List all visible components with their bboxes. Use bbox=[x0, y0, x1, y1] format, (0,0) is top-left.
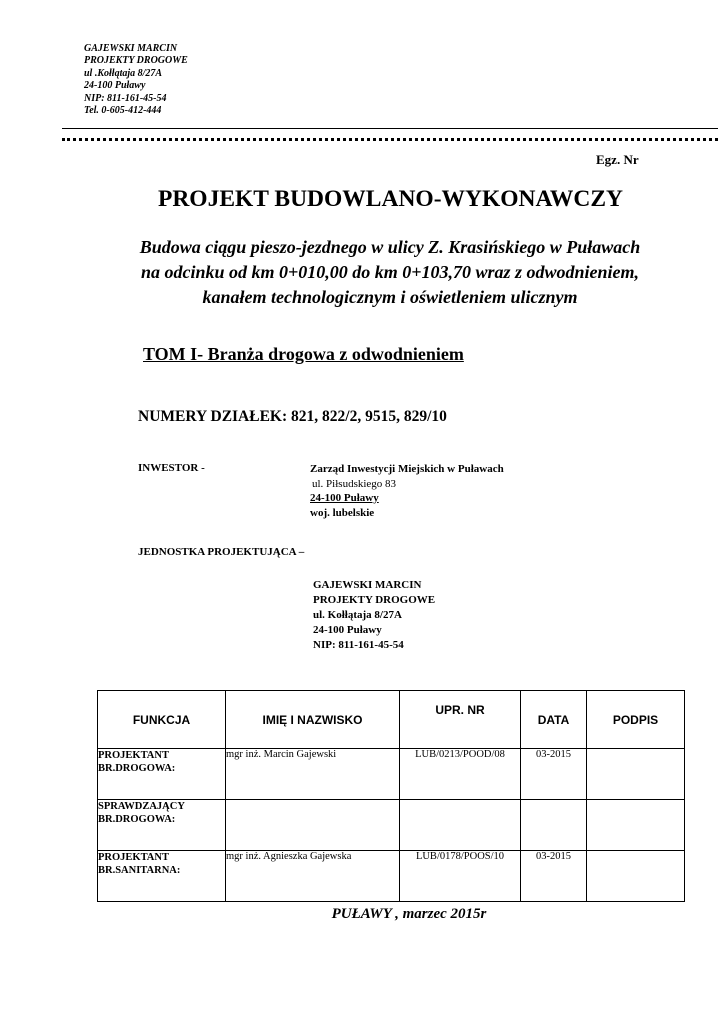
document-title: PROJEKT BUDOWLANO-WYKONAWCZY bbox=[157, 186, 624, 212]
row-person-name bbox=[226, 800, 400, 851]
row-license-number bbox=[400, 800, 521, 851]
header-podpis: PODPIS bbox=[587, 691, 685, 749]
investor-details bbox=[310, 462, 504, 520]
design-unit-line: NIP: 811-161-45-54 bbox=[313, 639, 404, 651]
copy-number-label: Egz. Nr bbox=[596, 152, 639, 167]
design-unit-line: 24-100 Puławy bbox=[313, 624, 382, 636]
header-funkcja: FUNKCJA bbox=[98, 691, 226, 749]
row-date: 03-2015 bbox=[521, 749, 587, 800]
header-line-phone: Tel. 0-605-412-444 bbox=[84, 105, 162, 117]
row-signature bbox=[587, 800, 685, 851]
row-function-line: PROJEKTANT bbox=[98, 852, 169, 863]
design-unit-line: PROJEKTY DROGOWE bbox=[313, 594, 436, 606]
project-description-line: Budowa ciągu pieszo-jezdnego w ulicy Z. Krasińskiego w Puławach bbox=[139, 237, 641, 257]
row-person-name: mgr inż. Agnieszka Gajewska bbox=[226, 851, 400, 902]
design-unit-line: ul. Kołłątaja 8/27A bbox=[313, 609, 402, 621]
header-imie-nazwisko: IMIĘ I NAZWISKO bbox=[226, 691, 400, 749]
header-line-nip: NIP: 811-161-45-54 bbox=[84, 92, 167, 104]
row-date bbox=[521, 800, 587, 851]
row-date: 03-2015 bbox=[521, 851, 587, 902]
investor-name: Zarząd Inwestycji Miejskich w Puławach bbox=[310, 463, 504, 475]
row-license-number: LUB/0178/POOS/10 bbox=[400, 851, 521, 902]
header-line-street: ul .Kołłątaja 8/27A bbox=[84, 67, 163, 79]
investor-region: woj. lubelskie bbox=[310, 506, 375, 519]
project-description-line: kanałem technologicznym i oświetleniem ulicznym bbox=[202, 287, 578, 307]
row-function-line: PROJEKTANT bbox=[98, 750, 169, 761]
row-person-name: mgr inż. Marcin Gajewski bbox=[226, 749, 400, 800]
header-line-city: 24-100 Puławy bbox=[84, 80, 146, 92]
row-function-line: BR.DROGOWA: bbox=[98, 763, 176, 774]
row-function-line: BR.SANITARNA: bbox=[98, 865, 181, 876]
design-unit-line: GAJEWSKI MARCIN bbox=[313, 579, 422, 591]
place-and-date: PUŁAWY , marzec 2015r bbox=[331, 906, 487, 922]
row-signature bbox=[587, 749, 685, 800]
design-unit-details bbox=[313, 578, 435, 653]
design-unit-label: JEDNOSTKA PROJEKTUJĄCA – bbox=[138, 546, 305, 558]
header-divider-dotted bbox=[62, 138, 718, 141]
row-function-line: BR.DROGOWA: bbox=[98, 814, 176, 825]
table-header-row bbox=[98, 691, 685, 749]
company-header bbox=[84, 43, 188, 117]
row-signature bbox=[587, 851, 685, 902]
row-function bbox=[98, 749, 226, 800]
project-description bbox=[60, 235, 720, 310]
header-data: DATA bbox=[521, 691, 587, 749]
header-line-company: PROJEKTY DROGOWE bbox=[84, 55, 188, 67]
row-function-line: SPRAWDZAJĄCY bbox=[98, 801, 185, 812]
volume-title: TOM I- Branża drogowa z odwodnieniem bbox=[143, 344, 464, 364]
plot-numbers: NUMERY DZIAŁEK: 821, 822/2, 9515, 829/10 bbox=[138, 408, 447, 425]
investor-street: ul. Piłsudskiego 83 bbox=[312, 477, 397, 490]
row-function bbox=[98, 851, 226, 902]
header-line-name: GAJEWSKI MARCIN bbox=[84, 43, 178, 54]
signatures-table bbox=[97, 690, 685, 902]
project-description-line: na odcinku od km 0+010,00 do km 0+103,70 wraz z odwodnieniem, bbox=[140, 262, 640, 282]
table-row bbox=[98, 800, 685, 851]
row-license-number: LUB/0213/POOD/08 bbox=[400, 749, 521, 800]
investor-city: 24-100 Puławy bbox=[310, 492, 379, 504]
header-upr-nr: UPR. NR bbox=[400, 691, 521, 749]
table-row bbox=[98, 851, 685, 902]
row-function bbox=[98, 800, 226, 851]
table-row bbox=[98, 749, 685, 800]
investor-label: INWESTOR - bbox=[138, 462, 205, 474]
header-divider-solid bbox=[62, 128, 718, 129]
